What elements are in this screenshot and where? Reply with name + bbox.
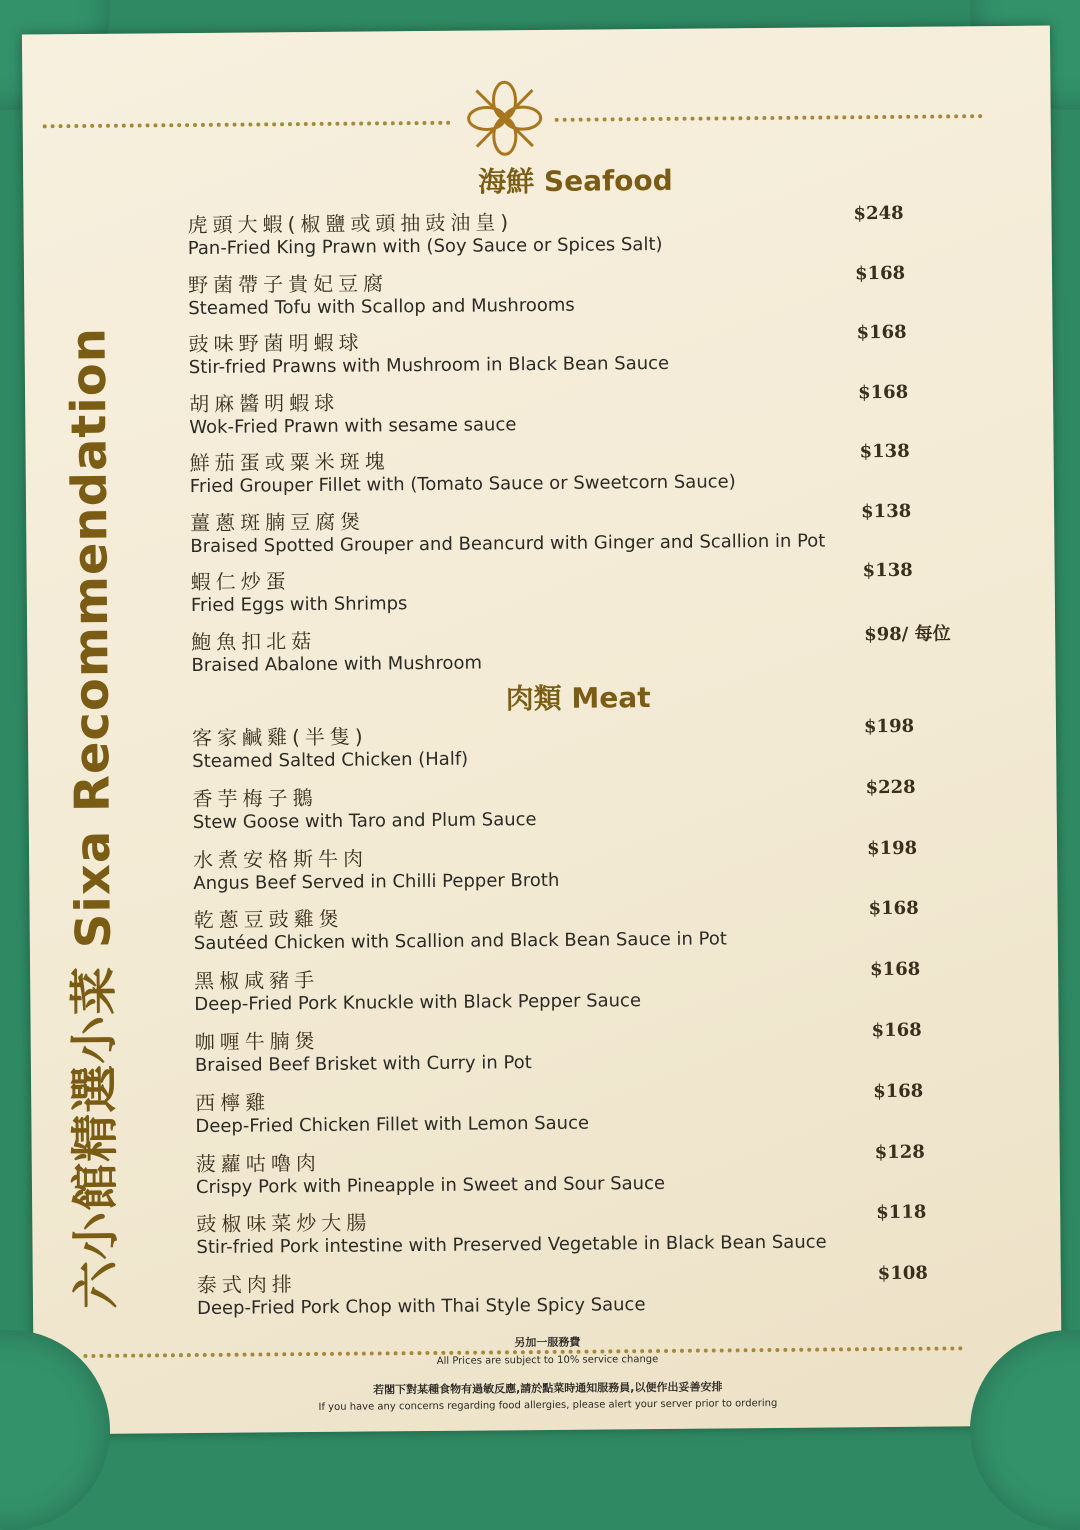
menu-item-chinese-name: 客家鹹雞(半隻)	[191, 724, 368, 751]
top-left-dotted-rule	[43, 121, 451, 129]
menu-item-english-name: Steamed Tofu with Scallop and Mushrooms	[188, 294, 575, 319]
menu-item-english-name: Wok-Fried Prawn with sesame sauce	[189, 413, 517, 438]
menu-item-chinese-name: 虎頭大蝦(椒鹽或頭抽豉油皇)	[187, 210, 514, 238]
menu-item-price: $168	[854, 262, 906, 284]
menu-item-english-name: Angus Beef Served in Chilli Pepper Broth	[193, 869, 560, 894]
menu-item-english-name: Deep-Fried Pork Chop with Thai Style Spicy Sauce	[196, 1294, 646, 1320]
menu-item	[194, 959, 954, 1026]
menu-item-chinese-name: 蝦仁炒蛋	[190, 569, 291, 595]
menu-item-price: $168	[856, 321, 907, 344]
menu-item-chinese-name: 泰式肉排	[196, 1272, 297, 1298]
menu-item-price: $138	[862, 559, 913, 582]
allergy-notice-en: If you have any concerns regarding food allergies, please alert your server prior to ordering	[318, 1397, 778, 1413]
menu-item-english-name: Crispy Pork with Pineapple in Sweet and Sour Sauce	[195, 1172, 666, 1198]
menu-item-english-name: Braised Spotted Grouper and Beancurd with Ginger and Scallion in Pot	[190, 530, 826, 557]
seafood-section-title: 海鮮 Seafood	[478, 163, 673, 199]
menu-item-price: $168	[871, 1019, 922, 1042]
menu-item-chinese-name: 鮮茄蛋或粟米斑塊	[189, 449, 390, 476]
menu-item-chinese-name: 野菌帶子貴妃豆腐	[187, 270, 389, 297]
menu-item-price: $168	[857, 381, 909, 403]
menu-item-english-name: Fried Eggs with Shrimps	[190, 593, 408, 617]
menu-item-price: $198	[866, 837, 918, 859]
menu-item-price: $168	[873, 1080, 924, 1102]
menu-item-chinese-name: 水煮安格斯牛肉	[193, 846, 369, 872]
menu-item	[196, 1202, 956, 1269]
menu-item-price: $138	[861, 500, 912, 522]
menu-item-english-name: Steamed Salted Chicken (Half)	[192, 748, 469, 773]
menu-item-chinese-name: 乾蔥豆豉雞煲	[193, 907, 344, 933]
menu-item	[193, 837, 953, 904]
menu-item-english-name: Pan-Fried King Prawn with (Soy Sauce or Spices Salt)	[187, 233, 663, 260]
menu-item	[190, 500, 950, 567]
menu-item-price: $118	[876, 1202, 927, 1224]
menu-item-chinese-name: 西檸雞	[195, 1090, 271, 1115]
service-charge-en: All Prices are subject to 10% service change	[436, 1354, 659, 1367]
menu-item	[191, 559, 951, 626]
menu-item-chinese-name: 鮑魚扣北菇	[191, 628, 317, 654]
menu-item-chinese-name: 黑椒咸豬手	[194, 968, 320, 994]
menu-item-chinese-name: 咖喱牛腩煲	[194, 1028, 320, 1055]
menu-item-english-name: Stir-fried Prawns with Mushroom in Black Bean Sauce	[188, 352, 670, 379]
menu-item-english-name: Stew Goose with Taro and Plum Sauce	[192, 808, 537, 833]
menu-item-english-name: Stir-fried Pork intestine with Preserved Vegetable in Black Bean Sauce	[196, 1231, 827, 1259]
menu-item	[188, 321, 948, 388]
menu-item	[195, 1019, 955, 1086]
menu-item-price: $228	[865, 776, 916, 798]
menu-item-english-name: Deep-Fried Chicken Fillet with Lemon Sauce	[195, 1112, 590, 1137]
menu-item-chinese-name: 香芋梅子鵝	[192, 785, 318, 811]
menu-page	[22, 26, 1062, 1435]
menu-item	[192, 776, 952, 843]
menu-item-price: $98/ 每位	[864, 622, 951, 645]
menu-item	[194, 898, 954, 965]
menu-item	[187, 202, 947, 269]
menu-item-english-name: Fried Grouper Fillet with (Tomato Sauce or Sweetcorn Sauce)	[189, 471, 736, 498]
menu-item-chinese-name: 薑蔥斑腩豆腐煲	[190, 509, 366, 535]
menu-item-price: $138	[859, 440, 910, 463]
menu-item-chinese-name: 豉味野菌明蝦球	[188, 330, 364, 357]
meat-section-title: 肉類 Meat	[505, 681, 651, 716]
menu-item-price: $168	[868, 898, 919, 920]
menu-item	[192, 715, 952, 782]
lotus-lattice-logo-icon	[466, 80, 543, 157]
allergy-notice-zh: 若閣下對某種食物有過敏反應,請於點菜時通知服務員,以便作出妥善安排	[373, 1380, 723, 1397]
menu-item	[197, 1263, 957, 1330]
menu-item-price: $128	[874, 1141, 925, 1163]
menu-item-chinese-name: 菠蘿咕嚕肉	[195, 1150, 321, 1176]
menu-item-price: $108	[877, 1262, 928, 1285]
menu-item	[189, 381, 949, 448]
menu-item-price: $248	[853, 202, 904, 225]
menu-item-price: $168	[870, 958, 921, 981]
menu-item	[188, 262, 948, 329]
service-charge-zh: 另加一服務費	[514, 1335, 581, 1350]
menu-item	[195, 1080, 955, 1147]
menu-item-english-name: Braised Abalone with Mushroom	[191, 652, 483, 676]
top-right-dotted-rule	[555, 114, 983, 122]
side-title: 六小館精選小菜 Sixa Recommendation	[60, 326, 126, 1310]
menu-item-chinese-name: 豉椒味菜炒大腸	[196, 1210, 372, 1237]
menu-item-chinese-name: 胡麻醬明蝦球	[189, 390, 340, 416]
menu-item	[191, 619, 951, 686]
menu-item-english-name: Braised Beef Brisket with Curry in Pot	[194, 1052, 532, 1077]
menu-item-price: $198	[863, 715, 915, 738]
menu-item-english-name: Deep-Fried Pork Knuckle with Black Pepper Sauce	[194, 990, 642, 1016]
menu-item-english-name: Sautéed Chicken with Scallion and Black Bean Sauce in Pot	[193, 928, 727, 955]
menu-item	[190, 440, 950, 507]
menu-item	[196, 1141, 956, 1208]
